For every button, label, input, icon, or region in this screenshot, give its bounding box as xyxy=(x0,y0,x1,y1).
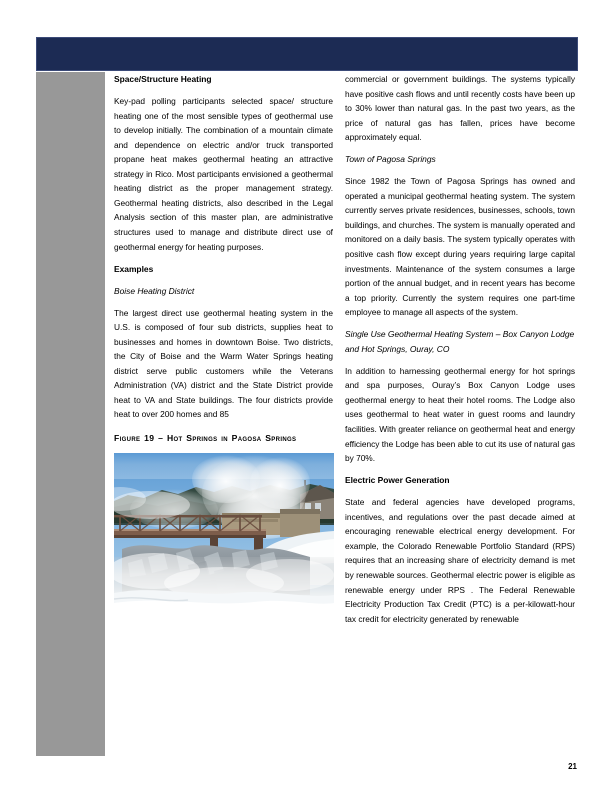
paragraph-commercial-buildings: commercial or government buildings. The systems typically have positive cash flows and until recently costs have been up to 30% lower than natural gas. In the past two years, as the price of natural gas has fallen, prices have become approximately equal. xyxy=(345,74,575,143)
heading-examples: Examples xyxy=(114,263,154,274)
subheading-box-canyon-lodge: Single Use Geothermal Heating System – Box Canyon Lodge and Hot Springs, Ouray, CO xyxy=(345,329,575,354)
page-number: 21 xyxy=(568,762,577,771)
paragraph-box-canyon-lodge: In addition to harnessing geothermal energy for hot springs and spa purposes, Ouray’s Box Canyon Lodge uses geothermal energy to heat their hotel rooms. The Lodge also uses geothermal to heat water in guest rooms and laundry facilities. With greater reliance on geothermal heat and energy efficiency the Lodge has been able to cut its use of natural gas by 70%. xyxy=(345,365,575,464)
paragraph-space-structure-heating: Key-pad polling participants selected space/ structure heating one of the most sensible types of geothermal use to develop initially. The combination of a mountain climate and dependence on electric and/or truck transported propane heat makes geothermal heating an attractive strategy in Rico. Most participants envisioned a geothermal heating district as the proper management strategy. Geothermal heating districts, also described in the Legal Analysis section of this master plan, are administrative structures used to manage and distribute direct use of geothermal energy for heating purposes. xyxy=(114,96,333,252)
subheading-boise-heating-district: Boise Heating District xyxy=(114,285,195,296)
left-text-column xyxy=(114,72,333,625)
heading-space-structure-heating: Space/Structure Heating xyxy=(114,74,212,84)
figure-19-photograph xyxy=(114,453,334,625)
page-header-band xyxy=(36,37,578,71)
figure-19-caption: Figure 19 – Hot Springs in Pagosa Springs xyxy=(114,432,297,443)
subheading-town-of-pagosa-springs: Town of Pagosa Springs xyxy=(345,154,436,165)
right-text-column xyxy=(345,72,575,626)
heading-electric-power-generation: Electric Power Generation xyxy=(345,475,450,486)
paragraph-boise-heating-district: The largest direct use geothermal heating system in the U.S. is composed of four sub districts, supplies heat to businesses and homes in downtown Boise. Two districts, the City of Boise and the Warm Water Springs heating district serve public customers while the Veterans Administration (VA) district and the State District provide heat to VA and State buildings. The four districts provide heat to over 200 homes and 85 xyxy=(114,307,333,420)
paragraph-electric-power-generation: State and federal agencies have developed programs, incentives, and regulations over the past decade aimed at encouraging renewable electrical energy development. For example, the Colorado Renewable Portfolio Standard (RPS) requires that an increasing share of electricity demand is met by renewable sources. Geothermal electric power is eligible as renewable energy under RPS . The Federal Renewable Electricity Production Tax Credit (PTC) is a per-kilowatt-hour tax credit for electricity generated by renewable xyxy=(345,497,575,624)
left-margin-gray-band xyxy=(36,72,105,756)
figure-19 xyxy=(114,430,333,625)
paragraph-town-of-pagosa-springs: Since 1982 the Town of Pagosa Springs has owned and operated a municipal geothermal heating system. The system currently serves private residences, businesses, schools, town buildings, and churches. The system is manually operated and monitored on a daily basis. The system typically operates with positive cash flow except during years requiring large capital investments. Maintenance of the system consumes a large portion of the annual budget, and in recent years has become a top priority. Currently the system requires one part-time employee to manage all aspects of the system. xyxy=(345,176,575,318)
